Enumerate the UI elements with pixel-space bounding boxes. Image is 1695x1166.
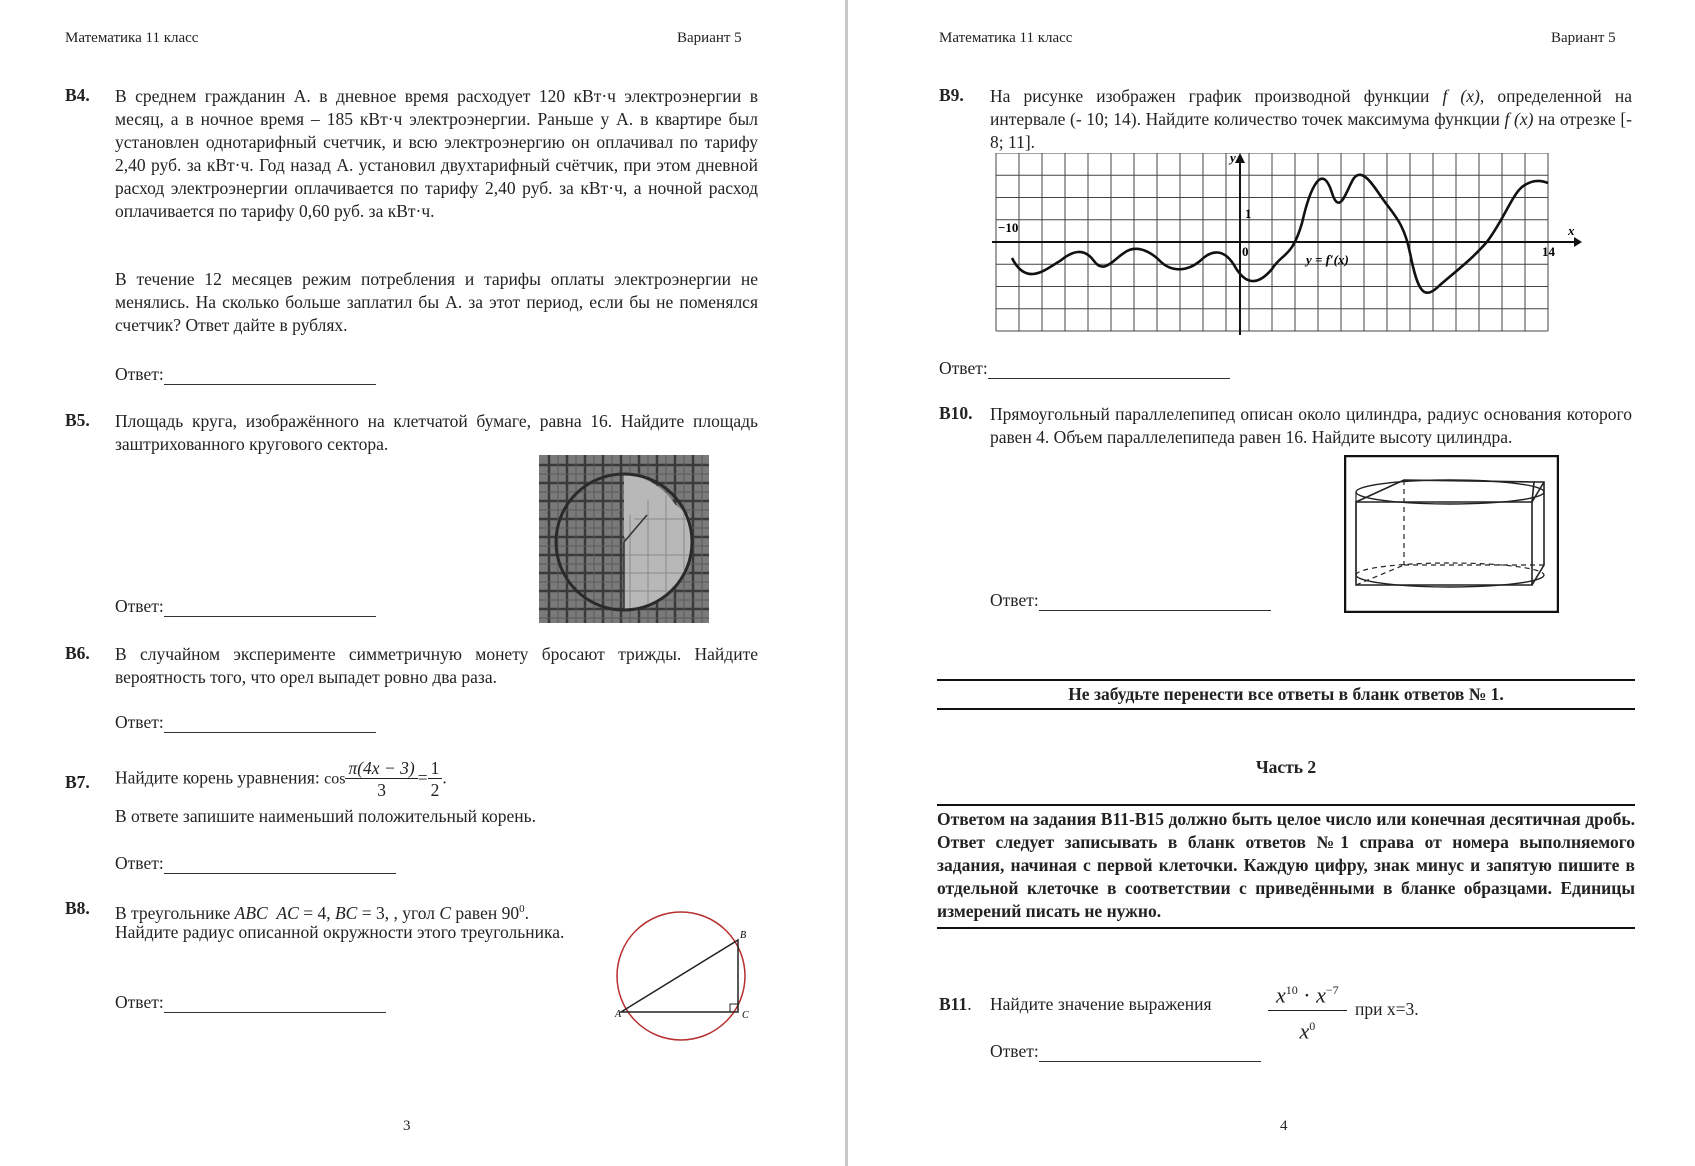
x-axis-label: x — [1568, 223, 1575, 238]
task-b10-text: Прямоугольный параллелепипед описан около цилиндра, радиус основания которого равен 4. Объем параллелепипеда равен 16. Найдите высоту цилиндра. — [990, 404, 1632, 447]
answer-b6 — [115, 712, 376, 733]
equals-sign: = — [417, 767, 428, 788]
task-b4-text-2: В течение 12 месяцев режим потребления и тарифы оплаты электроэнергии не менялись. На сколько больше заплатил бы А. за этот период, если бы не поменялся счетчик? Ответ дайте в рублях. — [115, 269, 758, 335]
answer-b9 — [939, 358, 1230, 379]
page-right — [848, 0, 1695, 1166]
answer-b10 — [990, 590, 1271, 611]
tick-1: 1 — [1245, 206, 1252, 221]
page-left — [0, 0, 845, 1166]
page-number: 3 — [403, 1118, 411, 1134]
task-number-b8: B8. — [65, 898, 90, 918]
answer-label: Ответ: — [990, 590, 1039, 610]
answer-line[interactable] — [164, 714, 376, 733]
answer-label: Ответ: — [115, 596, 164, 616]
answer-line[interactable] — [164, 994, 386, 1013]
fraction-lhs: $\frac{\pi(4x - 3)}{3}$ — [345, 758, 417, 801]
b11-expression: $\frac{x^{10} \cdot x^{-7}}{x^0}$ при x=3. — [1268, 975, 1419, 1047]
task-number-b4: B4. — [65, 85, 90, 105]
answer-b11 — [990, 1041, 1261, 1062]
derivative-graph — [992, 153, 1582, 335]
task-b8-text-2: Найдите радиус описанной окружности этого треугольника. — [115, 922, 565, 942]
answer-label: Ответ: — [115, 364, 164, 384]
task-b9-text: На рисунке изображен график производной функции f (x), определенной на интервале (- 10; 14). Найдите количество точек максимума функции f (x) на отрезке [- 8; 11]. — [990, 86, 1632, 152]
parallelepiped-figure — [1344, 455, 1559, 613]
label-b: B — [740, 930, 747, 941]
answer-b4 — [115, 364, 376, 385]
tick-neg10: −10 — [998, 220, 1019, 235]
y-axis-label: y — [1230, 153, 1236, 165]
triangle-in-circle-figure — [608, 910, 758, 1042]
task-number-b7: B7. — [65, 772, 90, 792]
task-b6-text: В случайном эксперименте симметричную монету бросают трижды. Найдите вероятность того, что орел выпадет ровно два раза. — [115, 644, 758, 687]
answer-line[interactable] — [1039, 1043, 1261, 1062]
page-number: 4 — [1280, 1118, 1288, 1134]
answer-label: Ответ: — [990, 1041, 1039, 1061]
task-number-b9: B9. — [939, 85, 964, 105]
answer-label: Ответ: — [939, 358, 988, 378]
task-b8-text: В треугольнике ABC AC = 4, BC = 3, , угол C равен $90^0$. — [115, 902, 529, 923]
task-number-b6: B6. — [65, 643, 90, 663]
task-b4-text: В среднем гражданин А. в дневное время расходует 120 кВт·ч электроэнергии в месяц, а в ночное время – 185 кВт·ч электроэнергии. Раньше у А. в квартире был установлен однотарифный счетчик, и всю электроэнергию он оплачивал по тарифу 2,40 руб. за кВт·ч. Год назад А. установил двухтарифный счётчик, при этом дневной расход электроэнергии оплачивается по тарифу 2,40 руб. за кВт·ч, а ночной расход оплачивается по тарифу 0,60 руб. за кВт·ч. — [115, 86, 758, 221]
tick-0: 0 — [1242, 244, 1249, 259]
header-subject: Математика 11 класс — [939, 30, 1073, 46]
task-b7-equation: Найдите корень уравнения: cos $\frac{\pi(4x - 3)}{3}$ = $\frac{1}{2}$ . — [115, 758, 447, 800]
task-b5-text: Площадь круга, изображённого на клетчатой бумаге, равна 16. Найдите площадь заштрихованного кругового сектора. — [115, 411, 758, 454]
answer-line[interactable] — [1039, 592, 1271, 611]
answer-line[interactable] — [164, 366, 376, 385]
task-b7-note: В ответе запишите наименьший положительный корень. — [115, 806, 536, 826]
header-variant: Вариант 5 — [1551, 30, 1616, 46]
answer-label: Ответ: — [115, 712, 164, 732]
tick-14: 14 — [1542, 244, 1555, 259]
task-number-b5: B5. — [65, 410, 90, 430]
answer-b7 — [115, 853, 396, 874]
header-variant: Вариант 5 — [677, 30, 742, 46]
task-b11-text: Найдите значение выражения — [990, 994, 1212, 1014]
circle-sector-figure — [539, 455, 709, 623]
answer-label: Ответ: — [115, 853, 164, 873]
answer-line[interactable] — [988, 360, 1230, 379]
cos-symbol: cos — [324, 770, 346, 788]
answer-line[interactable] — [164, 855, 396, 874]
reminder-banner: Не забудьте перенести все ответы в бланк ответов № 1. — [937, 679, 1635, 710]
answer-line[interactable] — [164, 598, 376, 617]
b11-fraction: $\frac{x^{10} \cdot x^{-7}}{x^0}$ — [1268, 975, 1347, 1047]
part-2-instructions: Ответом на задания В11-В15 должно быть целое число или конечная десятичная дробь. Ответ следует записывать в бланк ответов №1 справа от номера выполняемого задания, начиная с первой клеточки. Каждую цифру, знак минус и запятую пишите в отдельной клеточке в соответствии с приведёнными в бланке образцами. Единицы измерений писать не нужно. — [937, 804, 1635, 929]
answer-b8 — [115, 992, 386, 1013]
task-number-b11: B11. — [939, 994, 972, 1014]
curve-label: y = f′(x) — [1306, 252, 1349, 267]
answer-b5 — [115, 596, 376, 617]
label-c: C — [742, 1010, 749, 1021]
fraction-rhs: $\frac{1}{2}$ — [428, 758, 443, 801]
label-a: A — [615, 1009, 622, 1020]
task-b7-text: Найдите корень уравнения: — [115, 767, 320, 788]
answer-label: Ответ: — [115, 992, 164, 1012]
header-subject: Математика 11 класс — [65, 30, 199, 46]
part-2-heading: Часть 2 — [1255, 757, 1317, 777]
task-number-b10: B10. — [939, 403, 973, 423]
